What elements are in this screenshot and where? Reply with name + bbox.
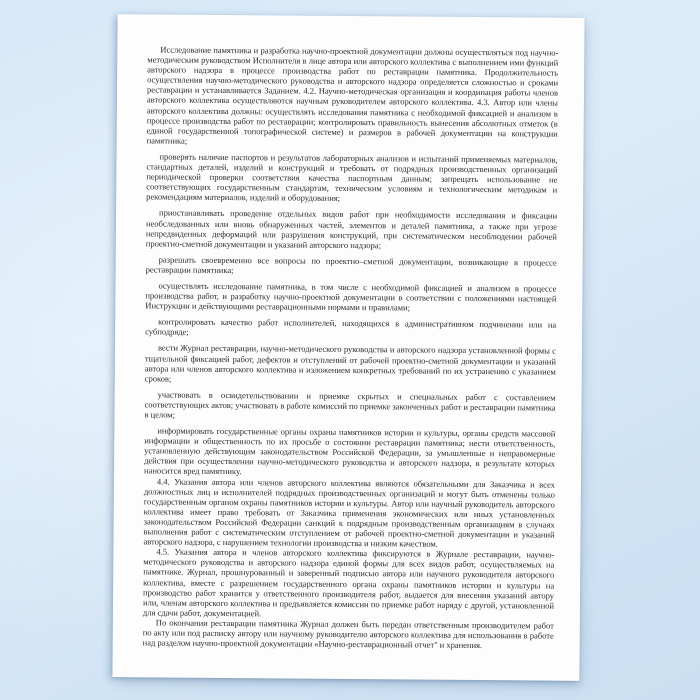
paragraph-journal-handover: По окончании реставрации памятника Журнал должен быть передан ответственным производителем работ по акту или под расписку автору или научному руководителю авторского коллектива для использования в работе над разделом научно-проектной документации «Научно-реставрационный отчет" и хранения. (142, 617, 554, 651)
paragraph-duty-research: осуществлять исследование памятника, в том числе с необходимой фиксацией и анализом в процессе производства работ, и разработку научно-проектной документации в соответствии с положениями настоящей Инструкции и действующими реставрационными нормами и правилами; (145, 280, 557, 313)
paragraph-4-4: 4.4. Указания автора или членов авторского коллектива являются обязательными для Заказчика и всех должностных лиц и исполнителей подрядных производственных организаций и могут быть отменены только государственным органом охраны памятников истории и культуры. Автор или научный руководитель авторского коллектива имеет право требовать от Заказчика применения экономических или иных установленных законодательством Российской Федерации санкций к подрядным производственным организациям в случаях выполнения работ с систематическим отступлением от рабочей проектно-сметной документации и указаний авторского надзора, с нарушением технологии производства и низким качеством. (143, 476, 555, 549)
paragraph-duty-check-passports: проверять наличие паспортов и результатов лабораторных анализов и испытаний применяемых материалов, стандартных деталей, изделий и конструкций и требовать от подрядных производственных организаций периодической проверки соответствия качества паспортным данным; запрещать использование не соответствующих государственным стандартам, техническим условиям и технологическим методикам и рекомендациям материалов, изделий и оборудования; (146, 151, 558, 204)
paragraph-duty-resolve-questions: разрешать своевременно все вопросы по проектно–сметной документации, возникающие в процессе реставрации памятника; (145, 254, 557, 275)
paragraph-duty-suspend-works: приостанавливать проведение отдельных видов работ при необходимости исследования и фиксации необследованных или вновь обнаруженных частей, элементов и деталей памятника, а также при угрозе непредвиденных деформаций или разрушения конструкций, при систематическом несоблюдении рабочей проектно-сметной документации и указаний авторского надзора; (145, 207, 558, 250)
paragraph-4-5: 4.5. Указания автора и членов авторского коллектива фиксируются в Журнале реставрации, научно-методического руководства и авторского надзора единой формы для всех видов работ, осуществляемых на памятнике. Журнал, прошнурованный и заверенный подписью автора или научного руководителя авторского коллектива, вместе с разрешением государственного органа охраны памятников истории и культуры на производство работ хранится у ответственного производителя работ, выдается для внесения указаний автору или, членам авторского коллектива и предъявляется комиссии по приемке работ наряду с другой, установленной для сдачи работ, документацией. (142, 546, 555, 619)
paragraph-duty-quality-control: контролировать качество работ исполнителей, находящихся в административном подчинении или на субподряде; (145, 316, 557, 338)
document-text (143, 44, 559, 650)
document-page (112, 14, 584, 681)
paragraph-duty-journal: вести Журнал реставрации, научно-методического руководства и авторского надзора установленной формы с тщательной фиксацией работ, дефектов и отступлений от рабочей проектно-сметной документации и указаний автора или членов авторского коллектива и изложением конкретных требований по их устранению с указанием сроков; (144, 342, 557, 384)
paragraph-duty-acceptance: участвовать в освидетельствовании и приемке скрытых и специальных работ с составлением соответствующих актов; участвовать в работе комиссий по приемке законченных работ и реставрации памятника в целом; (144, 389, 556, 420)
paragraph-intro-4-1: Исследование памятника и разработка научно-проектной документации должны осуществляться под научно- методическим руководством Исполнителя в лице автора или авторского коллектива с выполнением ими функций авторского надзора в процессе производства работ по реставрации памятника. Продолжительность осуществления научно-методического руководства и авторского надзора определяется сложностью и сроками реставрации и устанавливается Заданием. 4.2. Научно-методическая организация и координация работы членов авторского коллектива осуществляются научным руководителем авторского коллектива. 4.3. Автор или члены авторского коллектива должны: осуществлять исследования памятника с необходимой фиксацией и анализом в процессе производства работ по реставрации; контролировать правильность вынесения абсолютных отметок (в единой государственной топографической системе) и размеров в рабочей документации на конструкции памятника; (146, 44, 559, 146)
paragraph-duty-inform: информировать государственные органы охраны памятников истории и культуры, органы средств массовой информации и общественность по их просьбе о состоянии реставрации памятника; нести ответственность, установленную действующим законодательством Российской Федерации, за умышленные и неправомерные действия при осуществлении научно-методического руководства и авторского надзора, в результате которых наносится вред памятнику. (143, 425, 556, 477)
